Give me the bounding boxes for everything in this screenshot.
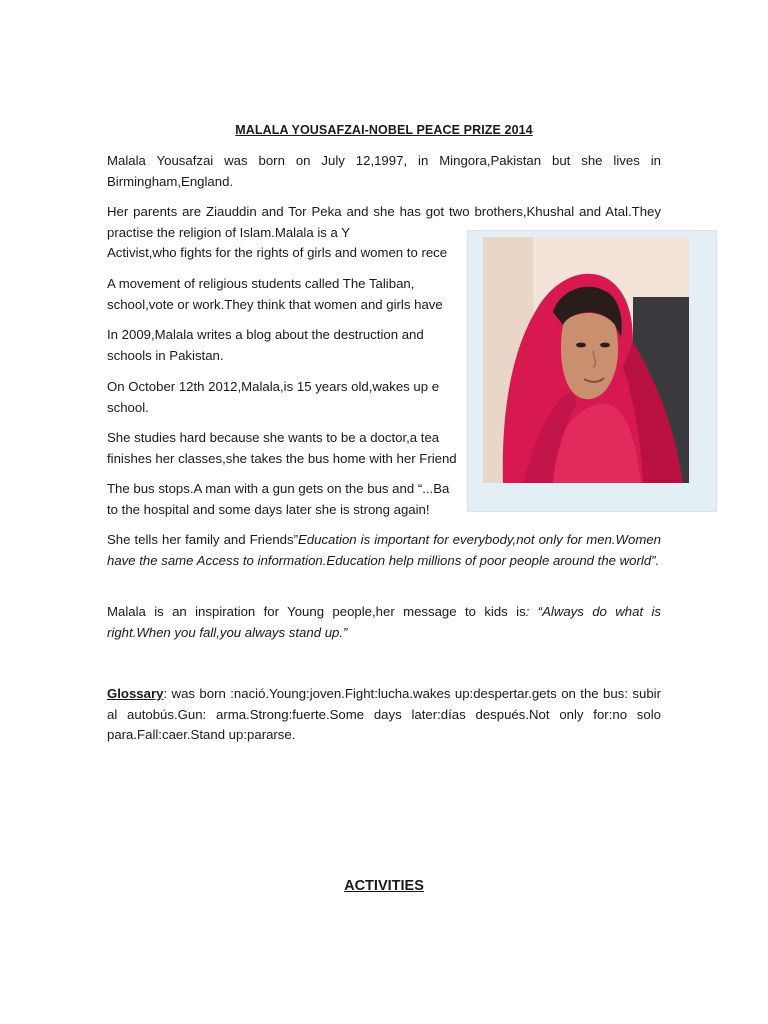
paragraph-inspiration-intro: Malala is an inspiration for Young people,her message to kids is: [107, 604, 526, 619]
portrait-photo-frame: [467, 230, 717, 512]
paragraph-studies-line1: She studies hard because she wants to be a doctor,a tea: [107, 430, 440, 445]
paragraph-inspiration: [107, 602, 661, 643]
paragraph-bus-line2: to the hospital and some days later she is strong again!: [107, 501, 430, 517]
glossary-paragraph: [107, 684, 661, 746]
glossary-label: Glossary: [107, 686, 164, 701]
paragraph-taliban-line1: A movement of religious students called The Taliban,: [107, 276, 415, 291]
paragraph-quote-education: [107, 530, 661, 571]
paragraph-bus-line1: The bus stops.A man with a gun gets on the bus and “...Ba: [107, 481, 450, 496]
paragraph-family-line2: Activist,who fights for the rights of girls and women to rece: [107, 245, 448, 260]
paragraph-blog-line1: In 2009,Malala writes a blog about the destruction and: [107, 327, 424, 342]
paragraph-inspiration-italic: : “Always do what is right.When you fall,you always stand up.”: [107, 604, 662, 640]
activities-heading: ACTIVITIES: [344, 878, 424, 894]
portrait-illustration: [483, 237, 689, 483]
portrait-photo: [483, 237, 689, 483]
paragraph-birth: Malala Yousafzai was born on July 12,1997, in Mingora,Pakistan but she lives in Birmingham,England.: [107, 153, 661, 189]
paragraph-quote-intro: She tells her family and Friends”: [107, 532, 298, 547]
paragraph-taliban-line2: school,vote or work.They think that women and girls have: [107, 296, 443, 312]
page-title: MALALA YOUSAFZAI-NOBEL PEACE PRIZE 2014: [235, 123, 533, 137]
paragraph-blog-line2: schools in Pakistan.: [107, 347, 224, 363]
glossary-text: : was born :nació.Young:joven.Fight:lucha.wakes up:despertar.gets on the bus: subir al autobús.Gun: arma.Strong:fuerte.Some days later:días después.Not only for:no solo para.Fall:caer.Stand up:pararse.: [107, 686, 661, 742]
paragraph-family-line1: Her parents are Ziauddin and Tor Peka and she has got two brothers,Khushal and Atal.They practise the religion of Islam.Malala is a Y: [107, 204, 661, 240]
paragraph-studies-line2: finishes her classes,she takes the bus home with her Friend: [107, 450, 457, 466]
paragraph-october-line2: school.: [107, 399, 149, 415]
paragraph-october-line1: On October 12th 2012,Malala,is 15 years old,wakes up e: [107, 379, 440, 394]
paragraph-quote-italic: Education is important for everybody,not only for men.Women have the same Access to information.Education help millions of poor people around the world”.: [107, 532, 661, 568]
